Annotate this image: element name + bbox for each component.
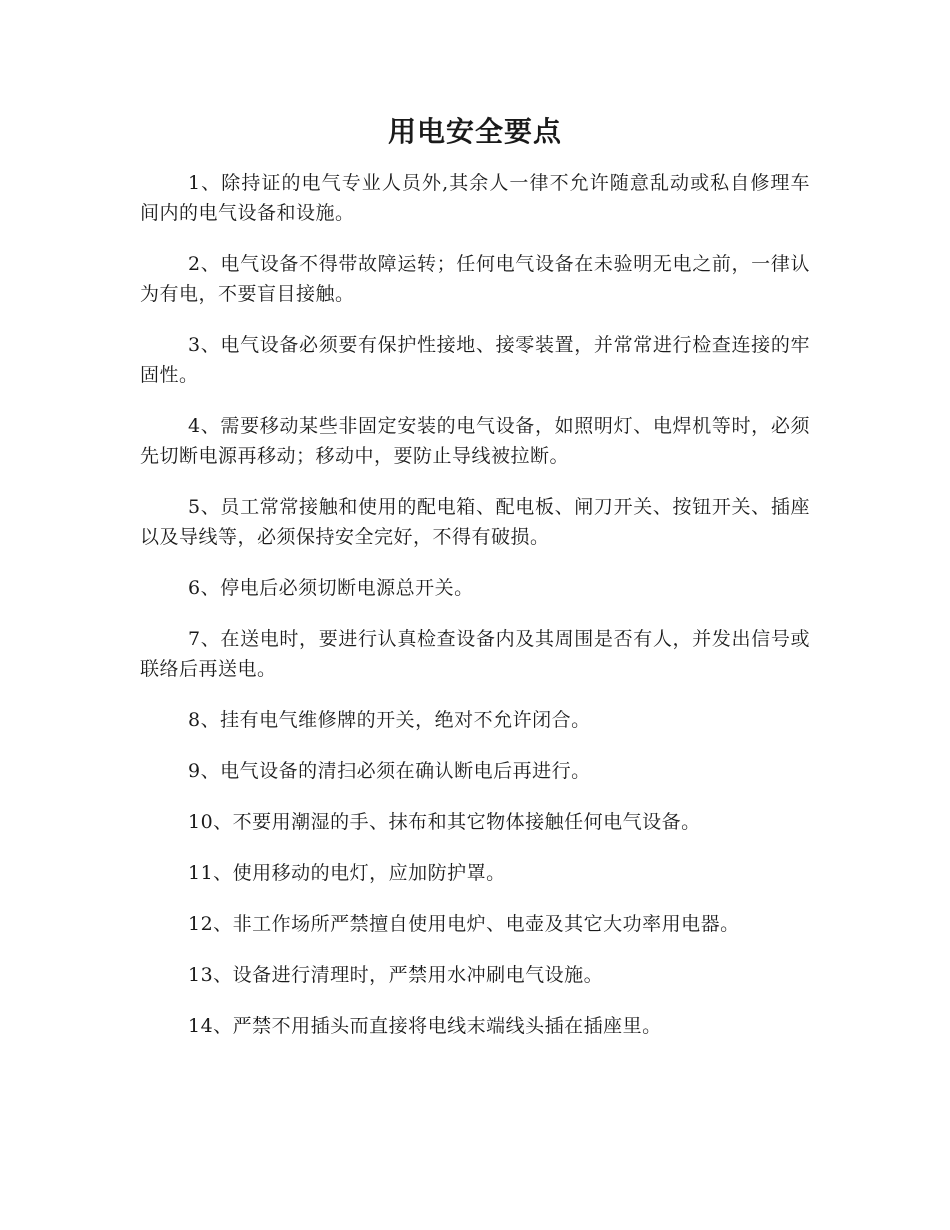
rule-item-4: 4、需要移动某些非固定安装的电气设备，如照明灯、电焊机等时，必须先切断电源再移动；移动中，要防止导线被拉断。	[140, 415, 810, 467]
rule-item-2: 2、电气设备不得带故障运转；任何电气设备在未验明无电之前，一律认为有电，不要盲目接触。	[140, 253, 810, 305]
rule-item-13: 13、设备进行清理时，严禁用水冲刷电气设施。	[188, 964, 604, 986]
rule-item-3: 3、电气设备必须要有保护性接地、接零装置，并常常进行检查连接的牢固性。	[140, 334, 810, 386]
rule-item-1: 1、除持证的电气专业人员外,其余人一律不允许随意乱动或私自修理车间内的电气设备和设施。	[140, 172, 810, 224]
rule-item-11: 11、使用移动的电灯，应加防护罩。	[188, 862, 506, 884]
rule-item-7: 7、在送电时，要进行认真检查设备内及其周围是否有人，并发出信号或联络后再送电。	[140, 628, 810, 680]
rule-item-12: 12、非工作场所严禁擅自使用电炉、电壶及其它大功率用电器。	[188, 913, 740, 935]
rule-item-9: 9、电气设备的清扫必须在确认断电后再进行。	[188, 760, 591, 782]
safety-rules-list	[140, 168, 810, 1062]
rule-item-14: 14、严禁不用插头而直接将电线末端线头插在插座里。	[188, 1015, 662, 1037]
rule-item-5: 5、员工常常接触和使用的配电箱、配电板、闸刀开关、按钮开关、插座以及导线等，必须保持安全完好，不得有破损。	[140, 496, 810, 548]
rule-item-8: 8、挂有电气维修牌的开关，绝对不允许闭合。	[188, 709, 591, 731]
document-title: 用电安全要点	[387, 115, 562, 148]
rule-item-10: 10、不要用潮湿的手、抹布和其它物体接触任何电气设备。	[188, 811, 701, 833]
rule-item-6: 6、停电后必须切断电源总开关。	[188, 577, 474, 599]
